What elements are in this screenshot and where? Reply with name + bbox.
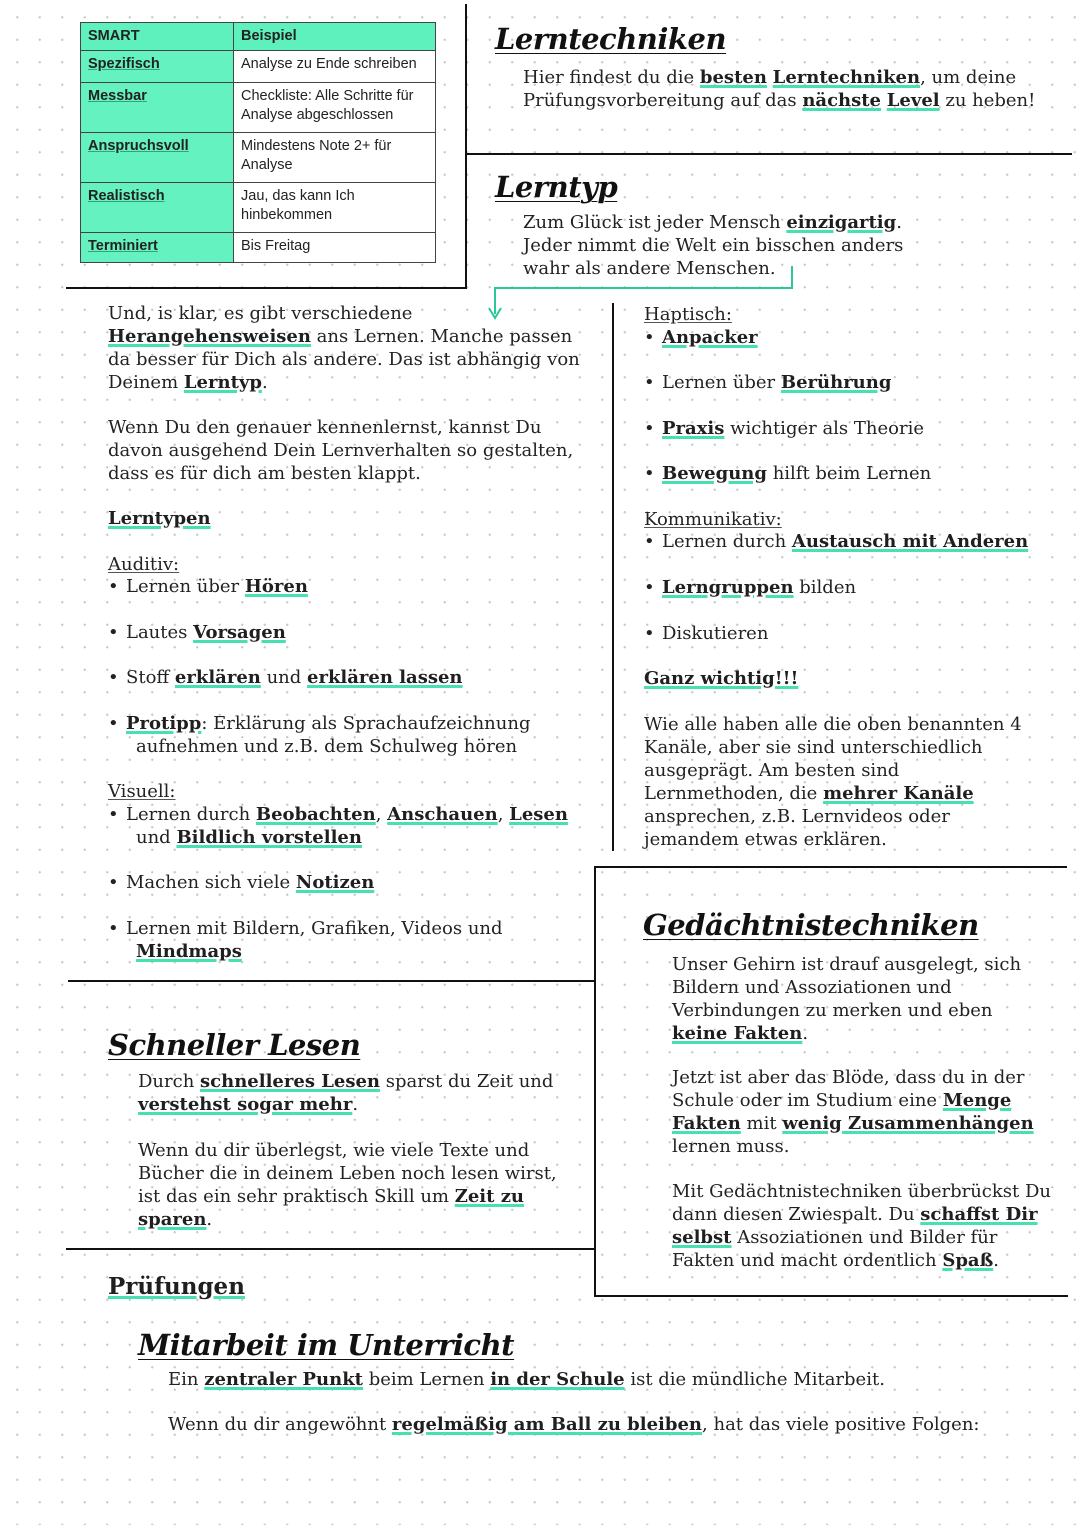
wichtig-text: Wie alle haben alle die oben benannten 4 Kanäle, aber sie sind unterschiedlich ausgeprägt. Am besten sind Lernmethoden, die mehrer Kanäle ansprechen, z.B. Lernvideos oder jemandem etwas erklären. (644, 714, 1022, 850)
divider-top-horizontal-left (66, 287, 467, 289)
list-item: • Machen sich viele Notizen (108, 872, 375, 893)
divider-middle-vertical (612, 303, 614, 851)
list-item: • Stoff erklären und erklären lassen (108, 667, 463, 688)
gedaechtnis-box-top (595, 866, 1067, 868)
haptisch-label: Haptisch: (644, 304, 732, 325)
divider-top-horizontal-right (467, 153, 1072, 155)
gedaechtnis-box-left (594, 866, 596, 1297)
schneller-title: Schneller Lesen (108, 1028, 361, 1062)
wichtig-heading: Ganz wichtig!!! (644, 668, 799, 689)
table-row: Realistisch Jau, das kann Ich hinbekommen (81, 183, 436, 233)
list-item: • Lernen mit Bildern, Grafiken, Videos und Mindmaps (108, 918, 503, 962)
mitarbeit-text-1: Ein zentraler Punkt beim Lernen in der Schule ist die mündliche Mitarbeit. (168, 1369, 885, 1390)
gedaechtnis-title: Gedächtnistechniken (643, 908, 979, 942)
smart-header-example: Beispiel (234, 23, 436, 51)
table-row: Messbar Checkliste: Alle Schritte für Analyse abgeschlossen (81, 83, 436, 133)
lerntechniken-text: Hier findest du die besten Lerntechniken, um deine Prüfungsvorbereitung auf das nächste Level zu heben! (523, 67, 1036, 111)
intro-text: Und, is klar, es gibt verschiedene Herangehensweisen ans Lernen. Manche passen da besser für Dich als andere. Das ist abhängig von Deinem Lerntyp. (108, 303, 580, 393)
mitarbeit-text-2: Wenn du dir angewöhnt regelmäßig am Ball zu bleiben, hat das viele positive Folgen: (168, 1414, 980, 1435)
divider-top-vertical (465, 4, 467, 288)
list-item: • Lautes Vorsagen (108, 622, 286, 643)
schneller-text-2: Wenn du dir überlegst, wie viele Texte und Bücher die in deinem Leben noch lesen wirst, ist das ein sehr praktisch Skill um Zeit zu sparen. (138, 1140, 557, 1230)
mitarbeit-title: Mitarbeit im Unterricht (138, 1328, 515, 1362)
gedaechtnis-text-1: Unser Gehirn ist drauf ausgelegt, sich Bildern und Assoziationen und Verbindungen zu merken und eben keine Fakten. (672, 954, 1022, 1044)
table-row: Spezifisch Analyse zu Ende schreiben (81, 51, 436, 83)
lerntechniken-title: Lerntechniken (495, 22, 727, 56)
auditiv-label: Auditiv: (108, 554, 180, 575)
list-item: • Lernen durch Austausch mit Anderen (644, 531, 1029, 552)
table-row: Terminiert Bis Freitag (81, 233, 436, 263)
schneller-text-1: Durch schnelleres Lesen sparst du Zeit und verstehst sogar mehr. (138, 1071, 554, 1115)
list-item: • Anpacker (644, 327, 758, 348)
kommunikativ-label: Kommunikativ: (644, 509, 782, 530)
divider-visuell-bottom (68, 980, 595, 982)
gedaechtnis-text-2: Jetzt ist aber das Blöde, dass du in der Schule oder im Studium eine Menge Fakten mit wenig Zusammenhängen lernen muss. (672, 1067, 1034, 1157)
list-item: • Protipp: Erklärung als Sprachaufzeichnung aufnehmen und z.B. dem Schulweg hören (108, 713, 531, 757)
list-item: • Bewegung hilft beim Lernen (644, 463, 932, 484)
gedaechtnis-box-bottom (594, 1295, 1068, 1297)
lerntyp-text: Zum Glück ist jeder Mensch einzigartig. Jeder nimmt die Welt ein bisschen anders wahr als andere Menschen. (523, 212, 904, 279)
divider-schneller-bottom (66, 1248, 595, 1250)
gedaechtnis-text-3: Mit Gedächtnistechniken überbrückst Du dann diesen Zwiespalt. Du schaffst Dir selbst Assoziationen und Bilder für Fakten und macht ordentlich Spaß. (672, 1181, 1052, 1271)
list-item: • Praxis wichtiger als Theorie (644, 418, 924, 439)
table-row: Anspruchsvoll Mindestens Note 2+ für Analyse (81, 133, 436, 183)
list-item: • Diskutieren (644, 623, 769, 644)
pruefungen-heading: Prüfungen (108, 1273, 245, 1300)
list-item: • Lernen durch Beobachten, Anschauen, Lesen und Bildlich vorstellen (108, 804, 568, 848)
visuell-label: Visuell: (108, 781, 176, 802)
intro-text-2: Wenn Du den genauer kennenlernst, kannst Du davon ausgehend Dein Lernverhalten so gestalten, dass es für dich am besten klappt. (108, 417, 574, 484)
list-item: • Lerngruppen bilden (644, 577, 857, 598)
smart-header-key: SMART (81, 23, 234, 51)
list-item: • Lernen über Berührung (644, 372, 892, 393)
smart-table (80, 22, 436, 263)
list-item: • Lernen über Hören (108, 576, 308, 597)
lerntypen-heading: Lerntypen (108, 508, 211, 529)
lerntyp-title: Lerntyp (495, 170, 618, 204)
